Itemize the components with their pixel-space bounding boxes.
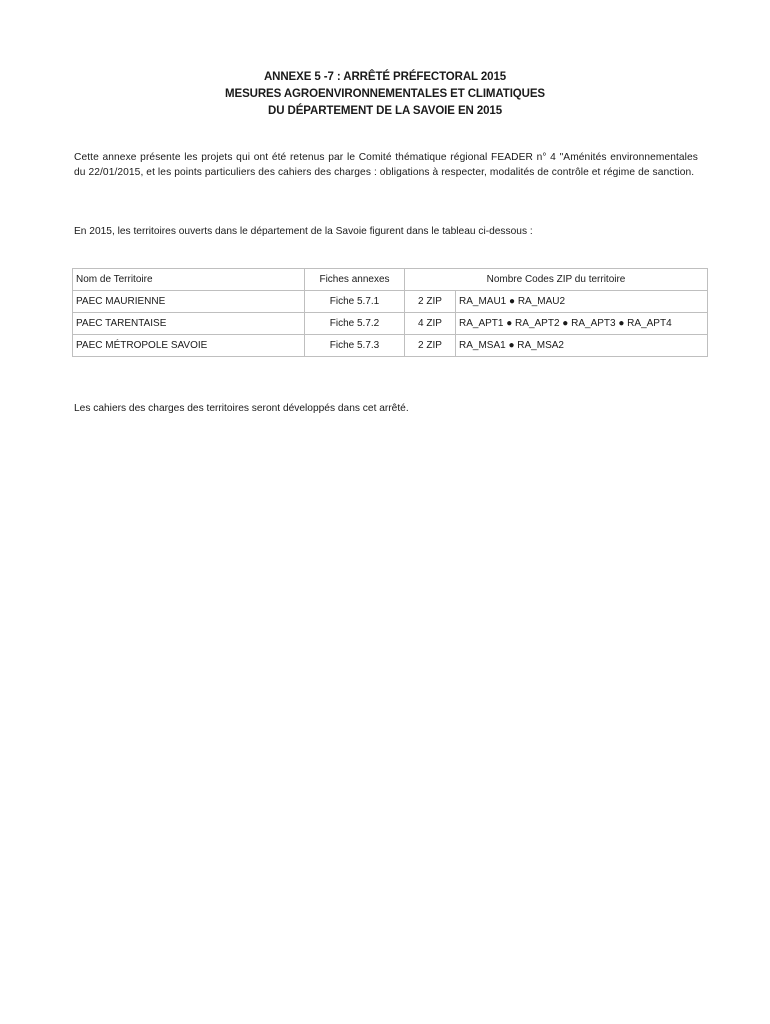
territory-name-cell: PAEC MAURIENNE xyxy=(73,291,305,313)
territories-intro-paragraph: En 2015, les territoires ouverts dans le département de la Savoie figurent dans le tableau ci-dessous : xyxy=(74,226,533,237)
zip-codes-cell: RA_APT1 ● RA_APT2 ● RA_APT3 ● RA_APT4 xyxy=(456,313,708,335)
header-zip-codes: Nombre Codes ZIP du territoire xyxy=(405,269,708,291)
zip-count-cell: 2 ZIP xyxy=(405,291,456,313)
table-header-row xyxy=(73,269,708,291)
header-fiches-annexes: Fiches annexes xyxy=(305,269,405,291)
zip-codes-cell: RA_MAU1 ● RA_MAU2 xyxy=(456,291,708,313)
title-line-1: ANNEXE 5 -7 : ARRÊTÉ PRÉFECTORAL 2015 xyxy=(263,71,507,83)
header-territory-name: Nom de Territoire xyxy=(73,269,305,291)
zip-codes-cell: RA_MSA1 ● RA_MSA2 xyxy=(456,335,708,357)
table-row xyxy=(73,291,708,313)
fiche-cell: Fiche 5.7.3 xyxy=(305,335,405,357)
title-line-2: MESURES AGROENVIRONNEMENTALES ET CLIMATIQUES xyxy=(225,88,545,100)
fiche-cell: Fiche 5.7.2 xyxy=(305,313,405,335)
title-line-3: DU DÉPARTEMENT DE LA SAVOIE EN 2015 xyxy=(268,105,502,117)
document-title xyxy=(0,69,770,120)
table-row xyxy=(73,335,708,357)
zip-count-cell: 4 ZIP xyxy=(405,313,456,335)
zip-count-cell: 2 ZIP xyxy=(405,335,456,357)
territories-table xyxy=(72,268,708,357)
fiche-cell: Fiche 5.7.1 xyxy=(305,291,405,313)
table-row xyxy=(73,313,708,335)
territory-name-cell: PAEC MÉTROPOLE SAVOIE xyxy=(73,335,305,357)
intro-paragraph: Cette annexe présente les projets qui ont été retenus par le Comité thématique régional FEADER n° 4 "Aménités environnementales du 22/01/2015, et les points particuliers des cahiers des charges : obligations à respecter, modalités de contrôle et régime de sanction. xyxy=(74,152,698,178)
territory-name-cell: PAEC TARENTAISE xyxy=(73,313,305,335)
conclusion-paragraph: Les cahiers des charges des territoires seront développés dans cet arrêté. xyxy=(74,403,409,414)
